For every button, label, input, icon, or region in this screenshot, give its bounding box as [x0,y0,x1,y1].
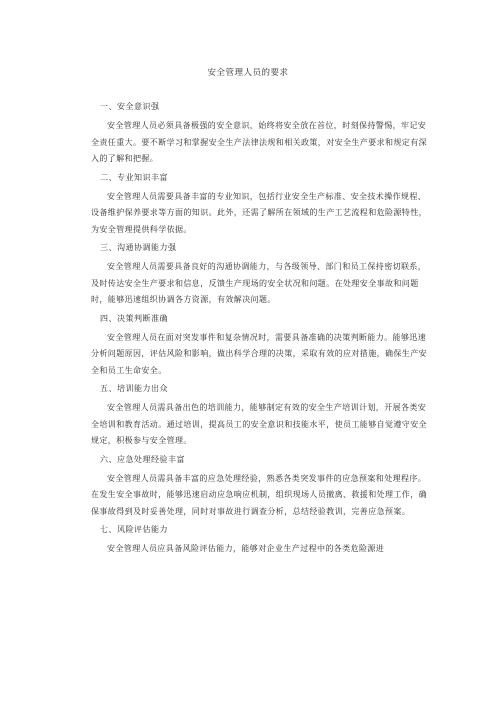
section [91,382,431,450]
section-paragraph: 安全管理人员应具备风险评估能力，能够对企业生产过程中的各类危险源进 [107,544,385,553]
section-paragraph: 安全管理人员需要具备良好的沟通协调能力，与各级领导、部门和员工保持密切联系，及时传达安全生产要求和信息，反馈生产现场的安全状况和问题。在处理安全事故和问题时，能够迅速组织协调各方资源，有效解决问题。 [91,262,427,304]
section [91,312,431,380]
section [91,171,431,239]
document-body [91,100,431,561]
document-title: 安全管理人员的要求 [207,68,289,78]
section-heading: 五、培训能力出众 [100,384,168,393]
section-paragraph: 安全管理人员需要具备丰富的专业知识，包括行业安全生产标准、安全技术操作规程、设备维护保养要求等方面的知识。此外，还需了解所在领域的生产工艺流程和危险源特性，为安全管理提供科学依据。 [91,191,427,234]
section-paragraph: 安全管理人员需具备出色的培训能力，能够制定有效的安全生产培训计划，开展各类安全培训和教育活动。通过培训，提高员工的安全意识和技能水平，使员工能够自觉遵守安全规定，积极参与安全管理。 [91,403,427,445]
section-paragraph: 安全管理人员在面对突发事件和复杂情况时，需要具备准确的决策判断能力。能够迅速分析问题原因，评估风险和影响，做出科学合理的决策，采取有效的应对措施，确保生产安全和员工生命安全。 [91,332,427,375]
section-heading: 二、专业知识丰富 [100,172,168,182]
section [91,453,431,521]
section [91,523,431,558]
section-heading: 四、决策判断准确 [100,313,168,323]
section [91,100,431,168]
section-heading: 六、应急处理经验丰富 [100,454,185,464]
section [91,241,431,309]
section-paragraph: 安全管理人员必须具备极强的安全意识，始终将安全放在首位，时刻保持警惕，牢记安全责任重大。要不断学习和掌握安全生产法律法规和相关政策，对安全生产要求和规定有深入的了解和把握。 [91,121,427,163]
section-heading: 三、沟通协调能力强 [100,243,177,252]
section-heading: 一、安全意识强 [100,102,160,111]
section-heading: 七、风险评估能力 [100,525,168,534]
section-paragraph: 安全管理人员需具备丰富的应急处理经验，熟悉各类突发事件的应急预案和处理程序。在发生安全事故时，能够迅速启动应急响应机制，组织现场人员撤离、救援和处理工作，确保事故得到及时妥善处理，同时对事故进行调查分析，总结经验教训，完善应急预案。 [91,473,427,516]
